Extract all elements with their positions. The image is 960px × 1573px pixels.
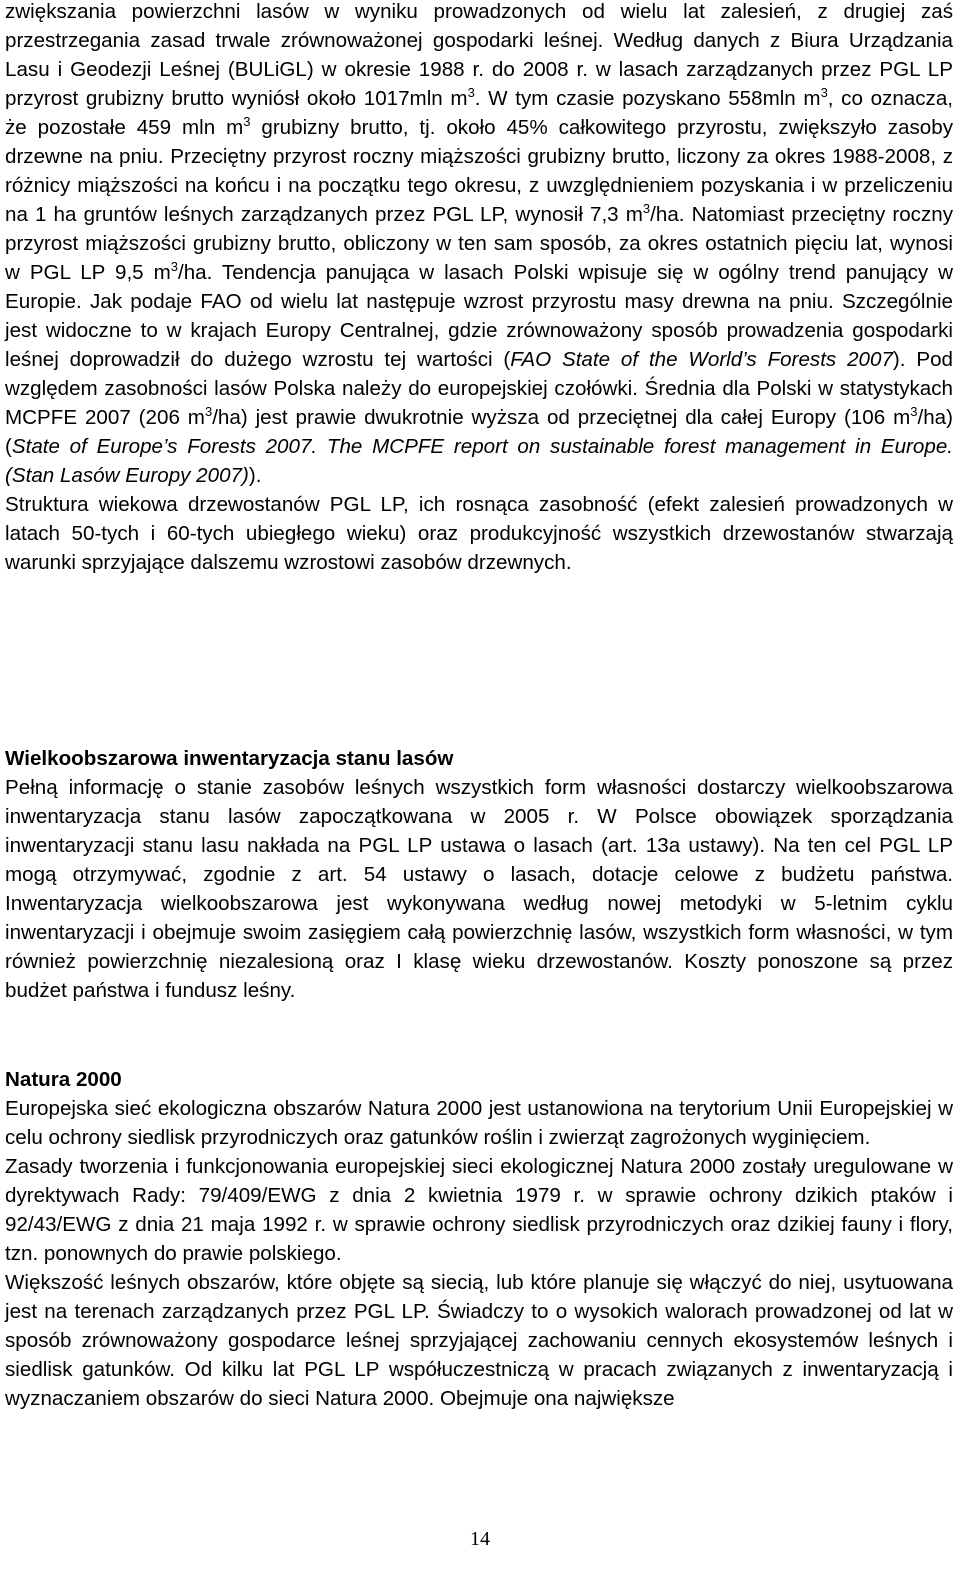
citation: FAO State of the World’s Forests 2007 [510, 348, 893, 371]
section-paragraph: Większość leśnych obszarów, które objęte są siecią, lub które planuje się włączyć do niej, usytuowana jest na terenach zarządzanych przez PGL LP. Świadczy to o wysokich walorach prowadzonej od lat w sposób zrównoważony gospodarce leśnej sprzyjającej zachowaniu cennych ekosystemów leśnych i siedlisk gatunków. Od kilku lat PGL LP współuczestniczą w pracach związanych z inwentaryzacją i wyznaczaniem obszarów do sieci Natura 2000. Obejmuje ona największe [5, 1271, 953, 1410]
section-heading: Wielkoobszarowa inwentaryzacja stanu lasów [5, 747, 454, 770]
text-run: ). [248, 464, 262, 487]
section-paragraph: Europejska sieć ekologiczna obszarów Natura 2000 jest ustanowiona na terytorium Unii Europejskiej w celu ochrony siedlisk przyrodniczych oraz gatunków roślin i zwierząt zagrożonych wyginięciem. [5, 1097, 953, 1149]
text-run: /ha. Natomiast przeciętny roczny przyrost miąższości grubizny brutto, obliczony w ten sam sposób, za okres ostatnich pięciu lat, wynosi w PGL LP 9,5 m [5, 203, 954, 284]
section-paragraph: Pełną informację o stanie zasobów leśnych wszystkich form własności dostarczy wielkoobszarowa inwentaryzacja stanu lasów zapoczątkowana w 2005 r. W Polsce obowiązek sporządzania inwentaryzacji stanu lasu nakłada na PGL LP ustawa o lasach (art. 13a ustawy). Na ten cel PGL LP mogą otrzymywać, zgodnie z art. 54 ustawy o lasach, dotacje celowe z budżetu państwa. Inwentaryzacja wielkoobszarowa jest wykonywana według nowej metodyki w 5-letnim cyklu inwentaryzacji i obejmuje swoim zasięgiem całą powierzchnię lasów, wszystkich form własności, w tym również powierzchnię niezalesioną oraz I klasę wieku drzewostanów. Koszty ponoszone są przez budżet państwa i fundusz leśny. [5, 776, 953, 1002]
superscript: 3 [170, 259, 178, 275]
intro-paragraph-2: Struktura wiekowa drzewostanów PGL LP, ich rosnąca zasobność (efekt zalesień prowadzonych w latach 50-tych i 60-tych ubiegłego wieku) oraz produkcyjność wszystkich drzewostanów stwarzają warunki sprzyjające dalszemu wzrostowi zasobów drzewnych. [5, 493, 953, 574]
superscript: 3 [642, 201, 651, 217]
intro-section [5, 0, 953, 577]
text-run: /ha) jest prawie dwukrotnie wyższa od przeciętnej dla całej Europy (106 m [212, 406, 911, 429]
text-run: grubizny brutto, tj. około 45% całkowitego przyrostu, zwiększyło zasoby drzewne na pniu. Przeciętny przyrost roczny miąższości grubizny brutto, liczony za okres 1988-2008, z różnicy miąższości na końcu i na początku tego okresu, z uwzględnieniem pozyskania i w przeliczeniu na 1 ha gruntów leśnych zarządzanych przez PGL LP, wynosił 7,3 m [5, 116, 953, 226]
superscript: 3 [204, 404, 213, 420]
page-number: 14 [470, 1528, 490, 1550]
section-heading: Natura 2000 [5, 1068, 122, 1091]
intro-paragraph [5, 0, 953, 490]
text-run: /ha. Tendencja panująca w lasach Polski wpisuje się w ogólny trend panujący w Europie. Jak podaje FAO od wielu lat następuje wzrost przyrostu masy drewna na pniu. Szczególnie jest widoczne to w krajach Europy Centralnej, gdzie zrównoważony sposób prowadzenia gospodarki leśnej doprowadził do dużego wzrostu tej wartości ( [5, 261, 953, 371]
superscript: 3 [467, 85, 475, 101]
text-run: , co oznacza, że pozostałe 459 mln m [5, 87, 953, 139]
section-inventory [5, 744, 953, 1005]
citation: State of Europe’s Forests 2007. The MCPFE report on sustainable forest management in Europe. (Stan Lasów Europy 2007) [5, 435, 953, 487]
text-run: ). Pod względem zasobności lasów Polska należy do europejskiej czołówki. Średnia dla Polski w statystykach MCPFE 2007 (206 m [5, 348, 954, 429]
superscript: 3 [820, 85, 828, 101]
superscript: 3 [910, 404, 918, 420]
section-natura [5, 1065, 953, 1413]
text-run: zwiększania powierzchni lasów w wyniku prowadzonych od wielu lat zalesień, z drugiej zaś przestrzegania zasad trwale zrównoważonej gospodarki leśnej. Według danych z Biura Urządzania Lasu i Geodezji Leśnej (BULiGL) w okresie 1988 r. do 2008 r. w lasach zarządzanych przez PGL LP przyrost grubizny brutto wyniósł około 1017mln m [5, 0, 953, 110]
superscript: 3 [243, 114, 251, 130]
text-run: /ha) ( [5, 406, 953, 458]
text-run: . W tym czasie pozyskano 558mln m [474, 87, 821, 110]
section-paragraph: Zasady tworzenia i funkcjonowania europejskiej sieci ekologicznej Natura 2000 zostały uregulowane w dyrektywach Rady: 79/409/EWG z dnia 2 kwietnia 1979 r. w sprawie ochrony dzikich ptaków i 92/43/EWG z dnia 21 maja 1992 r. w sprawie ochrony siedlisk przyrodniczych oraz dzikiej fauny i flory, tzn. ponownych do prawie polskiego. [5, 1155, 953, 1265]
